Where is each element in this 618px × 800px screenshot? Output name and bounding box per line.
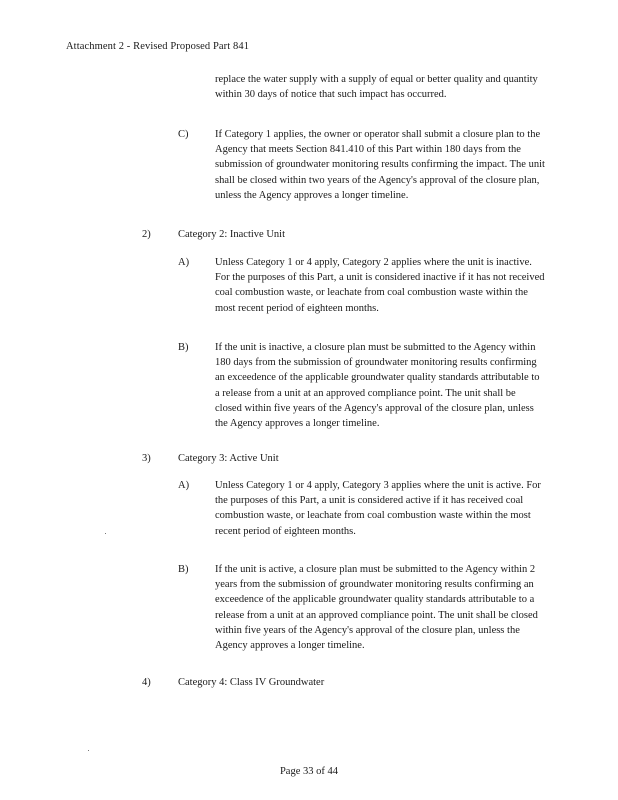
category-2-item-a-text: Unless Category 1 or 4 apply, Category 2 applies where the unit is inactive. For the purposes of this Part, a unit is considered inactive if it has not received coal combustion waste, or leachate from coal combustion waste within the most recent period of eighteen months. — [215, 257, 545, 314]
category-2-heading: Category 2: Inactive Unit — [178, 229, 286, 240]
category-3-number: 3) — [142, 453, 151, 464]
page-number-footer: Page 33 of 44 — [279, 766, 339, 777]
scan-speck — [88, 750, 89, 751]
category-4-heading: Category 4: Class IV Groundwater — [178, 677, 325, 688]
category-2-item-b-label: B) — [178, 342, 189, 353]
category-3-item-a-label: A) — [178, 480, 190, 491]
category-3-heading: Category 3: Active Unit — [178, 453, 279, 464]
category-3-item-a-text: Unless Category 1 or 4 apply, Category 3 applies where the unit is active. For the purposes of this Part, a unit is considered active if it has received coal combustion waste, or leachate from coal combustion waste within the most recent period of eighteen months. — [215, 480, 541, 537]
category-2-item-a-label: A) — [178, 257, 190, 268]
category-3-item-b-text: If the unit is active, a closure plan must be submitted to the Agency within 2 years from the submission of groundwater monitoring results confirming an exceedence of the applicable groundwater quality standards attributable to a release from a unit at an approved compliance point. The unit shall be closed within five years of the Agency's approval of the closure plan, unless the Agency approves a longer timeline. — [215, 564, 538, 652]
category-2-item-b-text: If the unit is inactive, a closure plan must be submitted to the Agency within 180 days from the submission of groundwater monitoring results confirming an exceedence of the applicable groundwater quality standards attributable to a release from a unit at an approved compliance point. The unit shall be closed within five years of the Agency's approval of the closure plan, unless the Agency approves a longer timeline. — [215, 342, 540, 430]
document-header: Attachment 2 - Revised Proposed Part 841 — [66, 41, 250, 52]
category-3-item-b-label: B) — [178, 564, 189, 575]
item-1c-label: C) — [178, 129, 189, 140]
category-4-number: 4) — [142, 677, 151, 688]
continuation-paragraph: replace the water supply with a supply of equal or better quality and quantity within 30 days of notice that such impact has occurred. — [215, 74, 538, 101]
scan-speck — [105, 533, 106, 534]
category-2-number: 2) — [142, 229, 151, 240]
item-1c-text: If Category 1 applies, the owner or operator shall submit a closure plan to the Agency that meets Section 841.410 of this Part within 180 days from the submission of groundwater monitoring results confirming the impact. The unit shall be closed within two years of the Agency's approval of the closure plan, unless the Agency approves a longer timeline. — [215, 129, 545, 201]
